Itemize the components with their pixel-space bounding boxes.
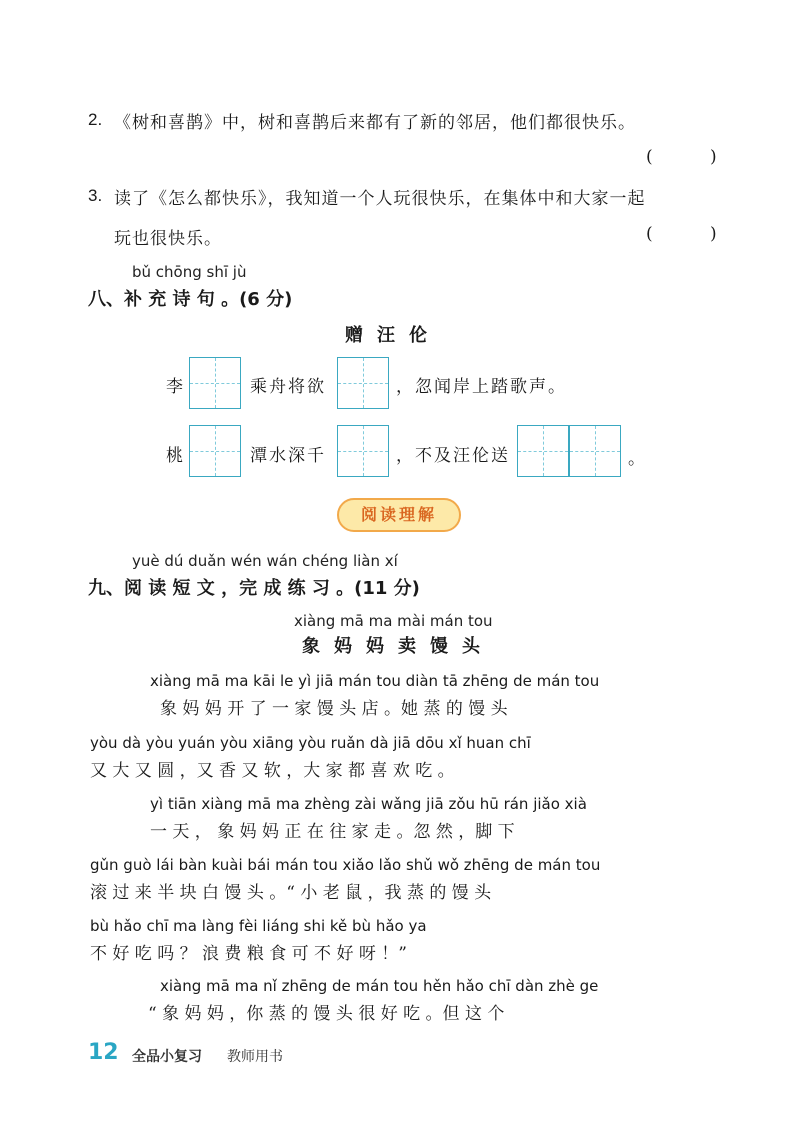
question-2-answer-paren: ( ) <box>646 147 743 167</box>
poem-blank-box-1[interactable] <box>189 357 241 409</box>
story-title: 象妈妈卖馒头 <box>302 636 494 657</box>
poem-line2-mid: 潭水深千 <box>250 446 326 466</box>
question-3-number: 3. <box>88 186 103 205</box>
poem-blank-box-6[interactable] <box>569 425 621 477</box>
footer-subtitle: 教师用书 <box>227 1049 283 1065</box>
poem-line2-period: 。 <box>628 449 647 469</box>
poem-line1-char: 李 <box>166 377 185 397</box>
poem-blank-box-5[interactable] <box>517 425 569 477</box>
section-9-pinyin: yuè dú duǎn wén wán chéng liàn xí <box>132 552 398 570</box>
story-line3-text: 一 天 ， 象 妈 妈 正 在 往 家 走 。忽 然 ，脚 下 <box>150 822 515 842</box>
question-2-text: 《树和喜鹊》中，树和喜鹊后来都有了新的邻居，他们都很快乐。 <box>114 113 636 133</box>
story-line3-pinyin: yì tiān xiàng mā ma zhèng zài wǎng jiā zǒu hū rán jiǎo xià <box>150 795 587 813</box>
reading-comprehension-badge: 阅读理解 <box>337 498 461 532</box>
section-8-pinyin: bǔ chōng shī jù <box>132 263 247 281</box>
section-8-heading: 八、补 充 诗 句 。(6 分) <box>88 289 293 310</box>
question-3-text-line1: 读了《怎么都快乐》，我知道一个人玩很快乐，在集体中和大家一起 <box>114 189 646 209</box>
poem-line2-end: ，不及汪伦送 <box>396 446 510 466</box>
story-line4-pinyin: gǔn guò lái bàn kuài bái mán tou xiǎo lǎo shǔ wǒ zhēng de mán tou <box>90 856 601 874</box>
story-line1-pinyin: xiàng mā ma kāi le yì jiā mán tou diàn tā zhēng de mán tou <box>150 672 600 690</box>
poem-line1-mid: 乘舟将欲 <box>250 377 326 397</box>
story-line6-text: “ 象 妈 妈 ，你 蒸 的 馒 头 很 好 吃 。但 这 个 <box>148 1004 505 1024</box>
story-line6-pinyin: xiàng mā ma nǐ zhēng de mán tou hěn hǎo chī dàn zhè ge <box>160 977 599 995</box>
question-3-text-line2: 玩也很快乐。 <box>114 229 222 249</box>
story-title-pinyin: xiàng mā ma mài mán tou <box>294 612 493 630</box>
poem-blank-box-4[interactable] <box>337 425 389 477</box>
story-line2-pinyin: yòu dà yòu yuán yòu xiāng yòu ruǎn dà jiā dōu xǐ huan chī <box>90 734 531 752</box>
poem-line2-char: 桃 <box>166 446 185 466</box>
footer-brand: 全品小复习 <box>132 1049 202 1065</box>
question-3-answer-paren: ( ) <box>646 224 743 244</box>
story-line2-text: 又 大 又 圆 ，又 香 又 软 ，大 家 都 喜 欢 吃 。 <box>90 761 455 781</box>
poem-title: 赠汪伦 <box>345 325 441 346</box>
poem-blank-box-3[interactable] <box>189 425 241 477</box>
poem-line1-end: ，忽闻岸上踏歌声。 <box>396 377 567 397</box>
story-line4-text: 滚 过 来 半 块 白 馒 头 。“ 小 老 鼠 ，我 蒸 的 馒 头 <box>90 883 492 903</box>
page-number: 12 <box>88 1040 119 1065</box>
poem-blank-box-2[interactable] <box>337 357 389 409</box>
question-2-number: 2. <box>88 110 103 129</box>
section-9-heading: 九、阅 读 短 文 ，完 成 练 习 。(11 分) <box>88 578 420 599</box>
story-line5-text: 不 好 吃 吗 ？ 浪 费 粮 食 可 不 好 呀 ！” <box>90 944 407 964</box>
story-line5-pinyin: bù hǎo chī ma làng fèi liáng shi kě bù hǎo ya <box>90 917 427 935</box>
story-line1-text: 象 妈 妈 开 了 一 家 馒 头 店 。她 蒸 的 馒 头 <box>160 699 508 719</box>
